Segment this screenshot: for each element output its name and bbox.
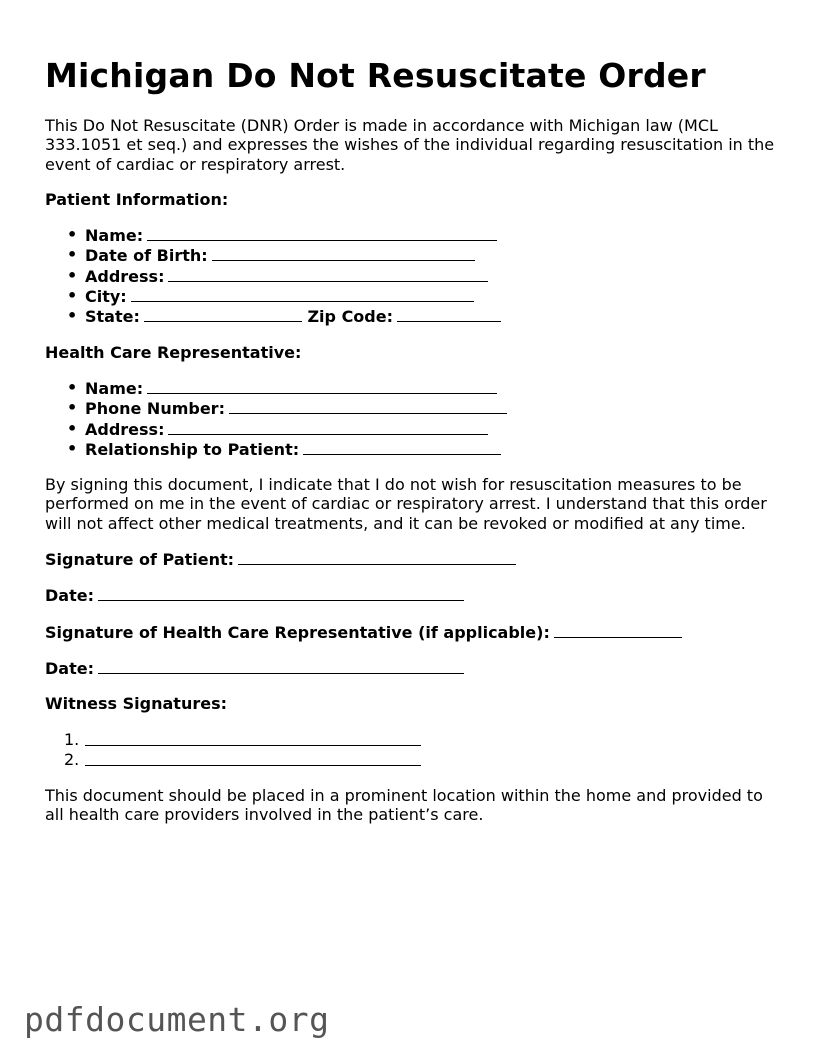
patient-state-zip-field[interactable]: [85, 306, 785, 326]
witness-blank-1[interactable]: [85, 730, 421, 746]
rep-relationship-field[interactable]: [85, 439, 785, 459]
document-page: [45, 52, 785, 825]
patient-info-list: [45, 225, 785, 326]
patient-address-blank[interactable]: [168, 266, 488, 282]
patient-name-label: Name:: [85, 226, 144, 246]
patient-name-field[interactable]: [85, 225, 785, 245]
rep-address-field[interactable]: [85, 419, 785, 439]
patient-address-label: Address:: [85, 266, 165, 286]
rep-address-label: Address:: [85, 419, 165, 439]
representative-list: [45, 378, 785, 459]
patient-zip-blank[interactable]: [397, 306, 501, 322]
witness-heading: Witness Signatures:: [45, 694, 227, 714]
closing-paragraph: This document should be placed in a prominent location within the home and provided to all health care providers involved in the patient’s care.: [45, 786, 763, 825]
patient-name-blank[interactable]: [147, 225, 497, 241]
rep-date-blank[interactable]: [98, 658, 464, 674]
representative-heading: Health Care Representative:: [45, 342, 302, 362]
patient-signature-label: Signature of Patient:: [45, 550, 235, 570]
rep-phone-blank[interactable]: [229, 398, 507, 414]
rep-signature-field[interactable]: [45, 622, 785, 642]
witness-blank-2[interactable]: [85, 750, 421, 766]
patient-city-blank[interactable]: [131, 286, 474, 302]
rep-date-field[interactable]: [45, 658, 785, 678]
patient-date-blank[interactable]: [98, 585, 464, 601]
rep-phone-field[interactable]: [85, 398, 785, 418]
patient-signature-blank[interactable]: [238, 549, 516, 565]
patient-zip-label: Zip Code:: [307, 307, 393, 327]
patient-city-field[interactable]: [85, 286, 785, 306]
witness-number-1: 1.: [64, 729, 80, 749]
patient-state-blank[interactable]: [144, 306, 302, 322]
patient-address-field[interactable]: [85, 266, 785, 286]
document-title: Michigan Do Not Resuscitate Order: [45, 56, 706, 95]
rep-relationship-blank[interactable]: [303, 439, 501, 455]
patient-dob-blank[interactable]: [212, 245, 475, 261]
patient-city-label: City:: [85, 287, 127, 307]
rep-date-label: Date:: [45, 658, 94, 678]
rep-phone-label: Phone Number:: [85, 399, 225, 419]
watermark-text: pdfdocument.org: [24, 1000, 330, 1039]
patient-dob-label: Date of Birth:: [85, 246, 208, 266]
patient-date-field[interactable]: [45, 585, 785, 605]
rep-signature-blank[interactable]: [554, 622, 682, 638]
patient-signature-field[interactable]: [45, 549, 785, 569]
witness-line-2[interactable]: [64, 749, 785, 770]
witness-list: [45, 730, 785, 771]
consent-statement: By signing this document, I indicate that I do not wish for resuscitation measures to be performed on me in the event of cardiac or respiratory arrest. I understand that this order will not affect other medical treatments, and it can be revoked or modified at any time.: [45, 475, 767, 533]
rep-signature-label: Signature of Health Care Representative (if applicable):: [45, 622, 550, 642]
patient-info-heading: Patient Information:: [45, 189, 229, 209]
patient-dob-field[interactable]: [85, 245, 785, 265]
patient-date-label: Date:: [45, 586, 94, 606]
witness-number-2: 2.: [64, 749, 80, 769]
rep-name-label: Name:: [85, 378, 144, 398]
rep-name-field[interactable]: [85, 378, 785, 398]
intro-paragraph: This Do Not Resuscitate (DNR) Order is made in accordance with Michigan law (MCL 333.1051 et seq.) and expresses the wishes of the individual regarding resuscitation in the event of cardiac or respiratory arrest.: [45, 116, 775, 174]
rep-name-blank[interactable]: [147, 378, 497, 394]
witness-line-1[interactable]: [64, 729, 785, 750]
rep-address-blank[interactable]: [168, 419, 488, 435]
rep-relationship-label: Relationship to Patient:: [85, 439, 300, 459]
patient-state-label: State:: [85, 307, 140, 327]
